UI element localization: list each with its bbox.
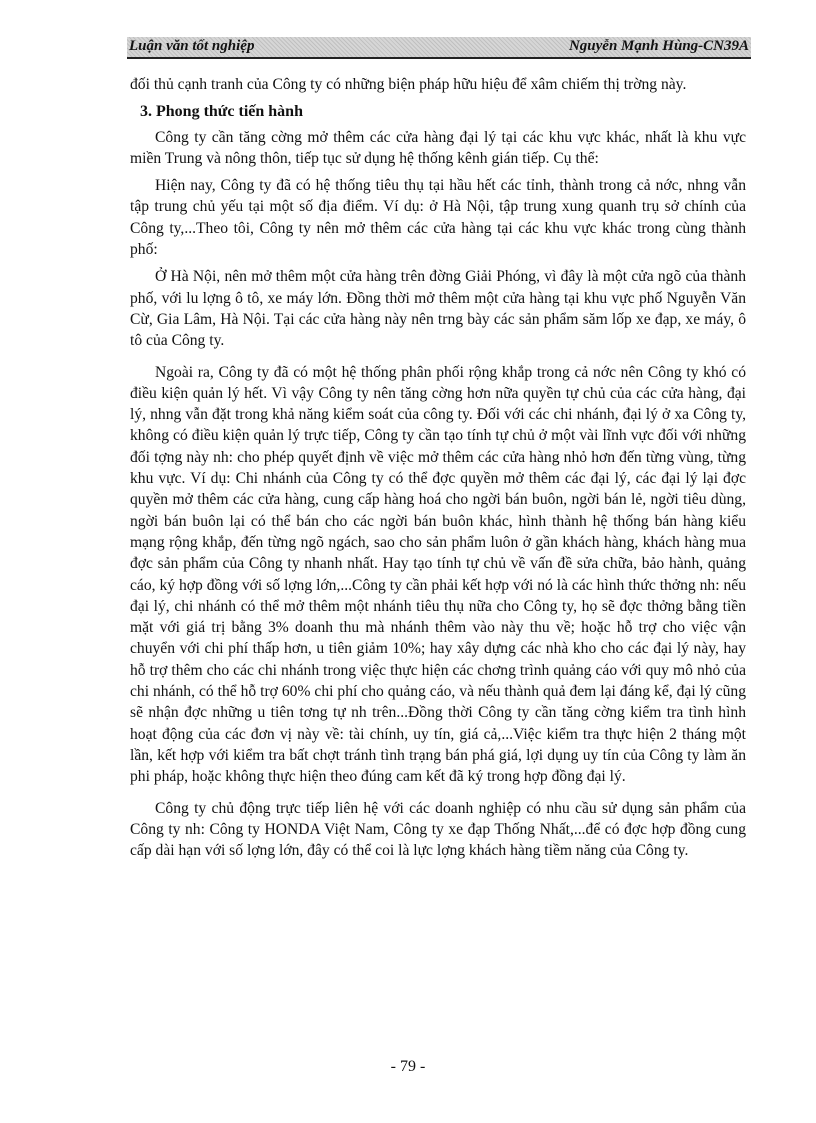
section-heading: 3. Phong thức tiến hành — [140, 103, 303, 121]
paragraph: Hiện nay, Công ty đã có hệ thống tiêu thụ tại hầu hết các tỉnh, thành trong cả nớc, nhng vẫn tập trung chủ yếu tại một số địa điểm. Ví dụ: ở Hà Nội, tập trung xung quanh trụ sở chính của Công ty,...Theo tôi, Công ty nên mở thêm các cửa hàng tại các khu vực khác trong cùng thành phố: — [130, 177, 746, 259]
header-author: Nguyễn Mạnh Hùng-CN39A — [568, 38, 749, 54]
header-thesis-title: Luận văn tốt nghiệp — [129, 38, 255, 54]
page-number: - 79 - — [390, 1058, 426, 1075]
paragraph: Ngoài ra, Công ty đã có một hệ thống phân phối rộng khắp trong cả nớc nên Công ty khó có điều kiện quản lý hết. Vì vậy Công ty nên tăng cờng hơn nữa quyền tự chủ của các cửa hàng, đại lý, nhng vẫn đặt trong khả năng kiểm soát của công ty. Đối với các chi nhánh, đại lý ở xa Công ty, không có điều kiện quản lý trực tiếp, Công ty cần tạo tính tự chủ ở một vài lĩnh vực đối với những đối tợng này nh: cho phép quyết định về việc mở thêm các cửa hàng nhỏ hơn đến từng vùng, từng khu vực. Ví dụ: Chi nhánh của Công ty có thể đợc quyền mở thêm các đại lý, các đại lý lại đợc quyền mở thêm các cửa hàng, cung cấp hàng hoá cho ngời bán buôn, ngời bán lẻ, ngời tiêu dùng, ngời bán buôn lại có thể bán cho các ngời bán buôn khác, hình thành hệ thống bán hàng kiểu mạng rộng khắp, đến từng ngõ ngách, sao cho sản phẩm luôn ở gần khách hàng, khách hàng mua đợc sản phẩm của Công ty nhanh nhất. Hay tạo tính tự chủ về vấn đề sửa chữa, bảo hành, quảng cáo, ký hợp đồng với số lợng lớn,...Công ty cần phải kết hợp với nó là các hình thức thởng nh: nếu đại lý, chi nhánh có thể mở thêm một nhánh tiêu thụ nữa cho Công ty, họ sẽ đợc thởng bằng tiền mặt với giá trị bằng 3% doanh thu mà nhánh thêm vào này thu về; hoặc hỗ trợ cho việc vận chuyển với chi phí thấp hơn, u tiên giảm 10%; hay xây dựng các nhà kho cho các đại lý này, hay hỗ trợ thêm cho các chi nhánh trong việc thực hiện các chơng trình quảng cáo với quy mô nhỏ của chi nhánh, có thể hỗ trợ 60% chi phí cho quảng cáo, và nếu thành quả đem lại đáng kể, đại lý cũng sẽ nhận đợc những u tiên tơng tự nh trên...Đồng thời Công ty cần tăng cờng kiểm tra tình hình hoạt động của các đơn vị này về: tài chính, uy tín, giá cả,...Việc kiểm tra thực hiện 2 tháng một lần, kết hợp với kiểm tra bất chợt tránh tình trạng bán phá giá, lợi dụng uy tín của Công ty làm ăn phi pháp, hoặc không thực hiện theo đúng cam kết đã ký trong hợp đồng đại lý. — [130, 363, 746, 786]
paragraph: Công ty chủ động trực tiếp liên hệ với các doanh nghiệp có nhu cầu sử dụng sản phẩm của Công ty nh: Công ty HONDA Việt Nam, Công ty xe đạp Thống Nhất,...để có đợc hợp đồng cung cấp dài hạn với số lợng lớn, đây có thể coi là lực lợng khách hàng tiềm năng của Công ty. — [130, 799, 746, 860]
paragraph-continuation: đối thủ cạnh tranh của Công ty có những biện pháp hữu hiệu để xâm chiếm thị trờng này. — [130, 76, 687, 93]
paragraph: Ở Hà Nội, nên mở thêm một cửa hàng trên đờng Giải Phóng, vì đây là một cửa ngõ của thành phố, với lu lợng ô tô, xe máy lớn. Đồng thời mở thêm một cửa hàng tại khu vực phố Nguyễn Văn Cừ, Gia Lâm, Hà Nội. Tại các cửa hàng này nên trng bày các sản phẩm săm lốp xe đạp, xe máy, ô tô của Công ty. — [130, 268, 746, 350]
document-body — [130, 74, 746, 867]
paragraph: Công ty cần tăng cờng mở thêm các cửa hàng đại lý tại các khu vực khác, nhất là khu vực miền Trung và nông thôn, tiếp tục sử dụng hệ thống kênh gián tiếp. Cụ thể: — [130, 128, 746, 167]
page-header — [127, 37, 751, 59]
